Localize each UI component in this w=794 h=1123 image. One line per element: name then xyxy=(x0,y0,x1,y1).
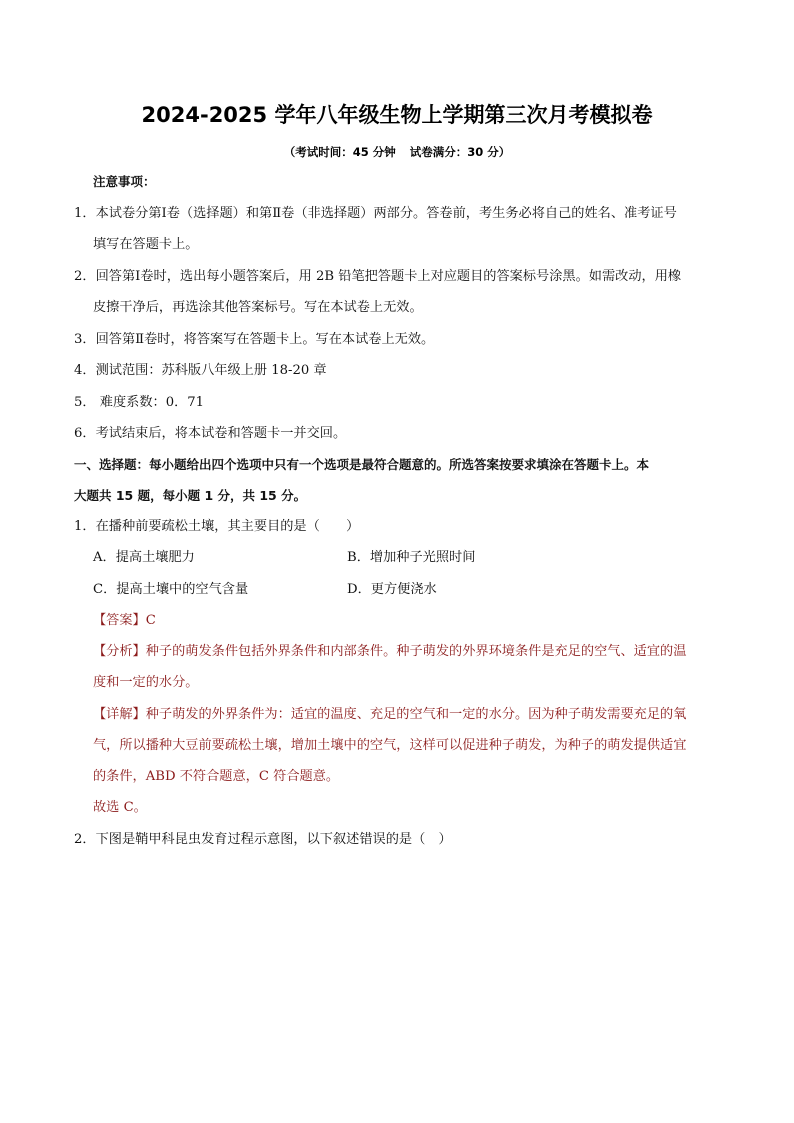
notice-item-3: 3．回答第Ⅱ卷时，将答案写在答题卡上。写在本试卷上无效。 xyxy=(74,332,435,347)
question-1-stem: 1．在播种前要疏松土壤，其主要目的是（ ） xyxy=(74,519,360,534)
question-1-option-c: C．提高土壤中的空气含量 xyxy=(93,582,249,597)
section-heading-line-1: 一、选择题：每小题给出四个选项中只有一个选项是最符合题意的。所选答案按要求填涂在答题卡上。本 xyxy=(74,457,650,472)
notice-item-1-cont: 填写在答题卡上。 xyxy=(93,237,199,252)
notice-heading: 注意事项： xyxy=(93,174,156,189)
answer-value: C xyxy=(145,613,156,628)
analysis-text-1: 种子的萌发条件包括外界条件和内部条件。种子萌发的外界环境条件是充足的空气、适宜的温 xyxy=(145,644,687,659)
question-2-stem: 2．下图是鞘甲科昆虫发育过程示意图，以下叙述错误的是（ ） xyxy=(74,832,452,847)
detail-text-1: 种子萌发的外界条件为：适宜的温度、充足的空气和一定的水分。因为种子萌发需要充足的氧 xyxy=(145,707,687,722)
analysis-tag: 【分析】 xyxy=(93,644,146,659)
notice-item-5: 5． 难度系数：0．71 xyxy=(74,395,205,410)
detail-line-2: 气，所以播种大豆前要疏松土壤，增加土壤中的空气，这样可以促进种子萌发，为种子的萌发提供适宜 xyxy=(93,738,687,753)
conclusion-line: 故选 C。 xyxy=(93,800,147,815)
analysis-line-2: 度和一定的水分。 xyxy=(93,675,199,690)
notice-item-2: 2．回答第Ⅰ卷时，选出每小题答案后，用 2B 铅笔把答题卡上对应题目的答案标号涂黑。如需改动，用橡 xyxy=(74,269,682,284)
exam-time: （考试时间：45 分钟 xyxy=(283,145,396,159)
notice-item-6: 6．考试结束后，将本试卷和答题卡一并交回。 xyxy=(74,426,347,441)
question-1-option-a: A．提高土壤肥力 xyxy=(93,550,195,565)
detail-line-3: 的条件，ABD 不符合题意，C 符合题意。 xyxy=(93,769,340,784)
detail-line-1 xyxy=(93,705,686,725)
notice-item-4: 4．测试范围：苏科版八年级上册 18-20 章 xyxy=(74,363,327,378)
section-heading-line-2: 大题共 15 题，每小题 1 分，共 15 分。 xyxy=(74,488,307,503)
detail-tag: 【详解】 xyxy=(93,707,146,722)
analysis-line-1 xyxy=(93,642,686,662)
exam-info xyxy=(0,143,794,161)
answer-line xyxy=(93,611,156,631)
notice-item-1: 1．本试卷分第Ⅰ卷（选择题）和第Ⅱ卷（非选择题）两部分。答卷前，考生务必将自己的姓名、准考证号 xyxy=(74,206,677,221)
full-score: 试卷满分：30 分） xyxy=(409,145,511,159)
question-1-option-b: B．增加种子光照时间 xyxy=(347,550,476,565)
page-title: 2024-2025 学年八年级生物上学期第三次月考模拟卷 xyxy=(141,103,653,127)
answer-tag: 【答案】 xyxy=(93,613,146,628)
notice-item-2-cont: 皮擦干净后，再选涂其他答案标号。写在本试卷上无效。 xyxy=(93,300,423,315)
question-1-option-d: D．更方便浇水 xyxy=(347,582,437,597)
